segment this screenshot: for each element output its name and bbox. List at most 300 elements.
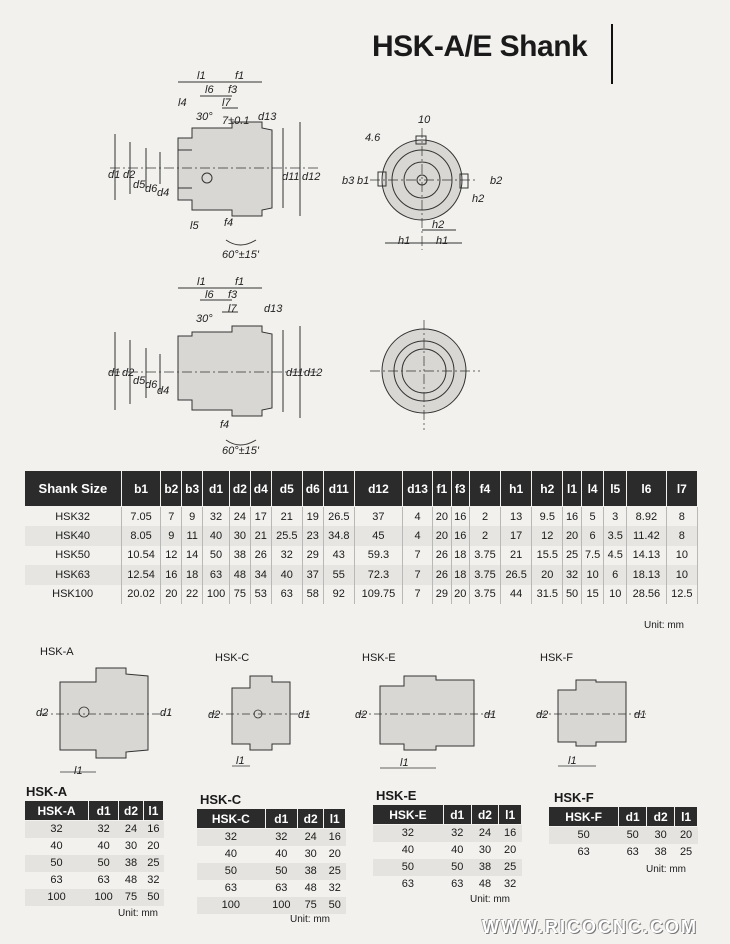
hsk-c-body — [197, 829, 346, 914]
table-cell: 75 — [297, 897, 323, 914]
table-cell: 25.5 — [271, 526, 302, 546]
table-cell: 63 — [451, 878, 464, 890]
table-cell: 20 — [563, 526, 581, 546]
table-cell: 75 — [230, 585, 251, 605]
dim-b3: b3 — [342, 175, 355, 187]
table-cell: 16 — [143, 821, 163, 838]
table-cell: 30 — [124, 840, 138, 852]
dim-d1: d1 — [108, 169, 121, 181]
table-row — [373, 842, 522, 859]
hsk-f-header-size: HSK-F — [549, 807, 619, 827]
dim-d6-b: d6 — [145, 379, 158, 391]
dim-l7: l7 — [222, 97, 231, 109]
table-cell: 16 — [451, 507, 469, 527]
table-cell: 48 — [304, 882, 317, 894]
table-cell: 32 — [271, 546, 302, 566]
table-cell: 5 — [581, 507, 604, 527]
hsk-c-header-size: HSK-C — [197, 809, 266, 829]
table-cell: 30 — [647, 827, 675, 844]
dim-f4-b: f4 — [220, 419, 230, 431]
table-cell: 4 — [403, 507, 433, 527]
subtable-title-hsk-e: HSK-E — [376, 788, 417, 803]
table-cell: 8 — [666, 526, 697, 546]
dim-d12: d12 — [302, 171, 321, 183]
table-cell: 12.54 — [121, 565, 161, 585]
table-cell: 48 — [230, 565, 251, 585]
dim-h2-bottom: h2 — [432, 219, 445, 231]
table-cell: 50 — [203, 546, 230, 566]
table-cell: HSK40 — [25, 526, 122, 546]
header-b2: b2 — [161, 471, 182, 507]
table-cell: 40 — [401, 844, 415, 856]
table-cell: 40 — [271, 565, 302, 585]
type-e-d1: d1 — [484, 709, 497, 721]
table-cell: 20 — [532, 565, 563, 585]
table-cell: 25 — [499, 859, 522, 876]
table-cell: 26.5 — [501, 565, 532, 585]
table-cell: 50 — [443, 859, 471, 876]
table-cell: 50 — [549, 827, 619, 844]
table-cell: 20 — [451, 585, 469, 605]
subtable-title-hsk-f: HSK-F — [554, 790, 594, 805]
table-cell: 7 — [403, 585, 433, 605]
dim-l7-b: l7 — [228, 303, 237, 315]
dim-l1: l1 — [197, 70, 206, 82]
table-cell: 100 — [197, 897, 266, 914]
table-row — [25, 526, 698, 546]
table-cell: 48 — [124, 874, 138, 886]
type-e-l1: l1 — [400, 757, 409, 769]
table-cell: 40 — [224, 848, 237, 860]
table-row — [373, 859, 522, 876]
table-cell: 2 — [469, 526, 500, 546]
table-cell: 50 — [25, 855, 89, 872]
subtable-hsk-f — [548, 806, 698, 861]
table-cell: 16 — [499, 825, 522, 842]
table-cell: 38 — [297, 863, 323, 880]
dim-d5-b: d5 — [133, 375, 146, 387]
table-cell: 100 — [203, 585, 230, 605]
table-cell: 32 — [197, 829, 266, 846]
hsk-e-body — [373, 825, 522, 893]
table-row — [25, 546, 698, 566]
table-cell: 24 — [297, 829, 323, 846]
table-cell: 4 — [403, 526, 433, 546]
table-cell: 6 — [604, 565, 627, 585]
table-cell: 31.5 — [532, 585, 563, 605]
header-l1: l1 — [563, 471, 581, 507]
table-cell: 50 — [324, 897, 346, 914]
dim-60: 60°±15' — [222, 249, 260, 261]
table-row — [25, 838, 164, 855]
table-cell: 32 — [25, 821, 89, 838]
hsk-e-header-l1: l1 — [499, 805, 522, 825]
header-h2: h2 — [532, 471, 563, 507]
table-cell: 44 — [501, 585, 532, 605]
table-cell: 38 — [230, 546, 251, 566]
table-cell: 58 — [302, 585, 323, 605]
table-cell: 38 — [471, 859, 499, 876]
table-cell: 14 — [182, 546, 203, 566]
table-cell: 21 — [271, 507, 302, 527]
dim-7: 7±0.1 — [222, 115, 250, 127]
table-cell: 43 — [323, 546, 354, 566]
table-row — [197, 829, 346, 846]
watermark: WWW.RICOCNC.COM — [482, 917, 698, 937]
table-row — [373, 876, 522, 893]
table-cell: 40 — [97, 840, 110, 852]
table-cell: 13 — [501, 507, 532, 527]
table-cell: 32 — [89, 821, 119, 838]
table-cell: 12 — [532, 526, 563, 546]
header-b3: b3 — [182, 471, 203, 507]
hsk-f-body — [549, 827, 698, 861]
dim-b1: b1 — [357, 175, 370, 187]
hsk-f-header-l1: l1 — [675, 807, 698, 827]
table-cell: 18 — [451, 565, 469, 585]
table-row — [549, 827, 698, 844]
table-cell: 3.5 — [604, 526, 627, 546]
hsk-f-header-d2: d2 — [647, 807, 675, 827]
table-cell: 20 — [147, 840, 160, 852]
table-row — [25, 855, 164, 872]
dim-f1-b: f1 — [235, 276, 245, 288]
header-b1: b1 — [121, 471, 161, 507]
technical-drawing-top — [0, 0, 730, 460]
table-cell: 9.5 — [532, 507, 563, 527]
type-a-d1: d1 — [160, 707, 173, 719]
table-cell: 63 — [97, 874, 110, 886]
table-cell: 38 — [654, 846, 667, 858]
table-cell: 72.3 — [354, 565, 402, 585]
header-l5: l5 — [604, 471, 627, 507]
table-cell: 26.5 — [323, 507, 354, 527]
table-row — [197, 863, 346, 880]
table-cell: 10 — [666, 565, 697, 585]
table-cell: 16 — [563, 507, 581, 527]
table-cell: 25 — [324, 863, 346, 880]
table-cell: 9 — [182, 507, 203, 527]
dim-b2: b2 — [490, 175, 503, 187]
subtable-hsk-c — [196, 808, 346, 914]
dim-d4: d4 — [157, 187, 170, 199]
dim-60-b: 60°±15' — [222, 445, 260, 457]
table-cell: 32 — [328, 882, 341, 894]
table-cell: 32 — [203, 507, 230, 527]
table-cell: 7 — [403, 546, 433, 566]
header-d12: d12 — [354, 471, 402, 507]
table-row — [25, 507, 698, 527]
table-cell: 55 — [323, 565, 354, 585]
dim-h1-left: h1 — [398, 235, 411, 247]
table-cell: 63 — [401, 878, 415, 890]
header-l7: l7 — [666, 471, 697, 507]
type-a-l1: l1 — [74, 765, 83, 777]
table-row — [197, 846, 346, 863]
table-cell: 40 — [451, 844, 464, 856]
table-cell: 10 — [581, 565, 604, 585]
header-f4: f4 — [469, 471, 500, 507]
type-f-d2: d2 — [536, 709, 549, 721]
table-cell: 7 — [403, 565, 433, 585]
table-row — [197, 880, 346, 897]
hsk-a-header-l1: l1 — [143, 801, 163, 821]
table-cell: 11.42 — [627, 526, 667, 546]
table-cell: 50 — [197, 863, 266, 880]
table-cell: 100 — [25, 889, 89, 906]
hsk-e-header-d1: d1 — [443, 805, 471, 825]
table-cell: 17 — [501, 526, 532, 546]
table-cell: 75 — [119, 889, 144, 906]
dim-l5: l5 — [190, 220, 199, 232]
dim-angle-b: 30° — [196, 313, 213, 325]
dim-d13-b: d13 — [264, 303, 283, 315]
subtable-title-hsk-c: HSK-C — [200, 792, 242, 807]
table-cell: HSK50 — [25, 546, 122, 566]
table-cell: 10 — [604, 585, 627, 605]
table-cell: 20 — [433, 507, 451, 527]
type-c-l1: l1 — [236, 755, 245, 767]
hsk-a-header-size: HSK-A — [25, 801, 89, 821]
header-d5: d5 — [271, 471, 302, 507]
table-cell: 109.75 — [354, 585, 402, 605]
type-f-d1: d1 — [634, 709, 647, 721]
main-table-unit: Unit: mm — [644, 620, 684, 631]
table-cell: 20 — [504, 844, 517, 856]
table-cell: 24 — [471, 825, 499, 842]
header-shank-size: Shank Size — [25, 471, 122, 507]
table-cell: 50 — [373, 859, 444, 876]
dim-l6: l6 — [205, 84, 214, 96]
type-label-hsk-a: HSK-A — [40, 646, 74, 658]
table-cell: 29 — [302, 546, 323, 566]
dim-d11: d11 — [282, 171, 300, 183]
table-cell: 19 — [302, 507, 323, 527]
table-cell: 40 — [275, 848, 288, 860]
hsk-c-header-d2: d2 — [297, 809, 323, 829]
table-cell: 25 — [563, 546, 581, 566]
table-cell: 40 — [50, 840, 63, 852]
subtable-title-hsk-a: HSK-A — [26, 784, 68, 799]
dim-l6-b: l6 — [205, 289, 214, 301]
table-cell: 63 — [50, 874, 63, 886]
header-d1: d1 — [203, 471, 230, 507]
table-cell: 2 — [469, 507, 500, 527]
table-cell: 20 — [328, 848, 341, 860]
type-e-d2: d2 — [355, 709, 368, 721]
dim-d11-b: d11 — [286, 367, 304, 379]
hsk-c-header-l1: l1 — [324, 809, 346, 829]
hsk-e-header-d2: d2 — [471, 805, 499, 825]
hsk-e-unit: Unit: mm — [470, 894, 510, 905]
hsk-f-header-d1: d1 — [619, 807, 647, 827]
dim-d2: d2 — [123, 169, 136, 181]
table-cell: 26 — [433, 546, 451, 566]
table-cell: 32 — [265, 829, 297, 846]
dim-f1: f1 — [235, 70, 245, 82]
hsk-a-unit: Unit: mm — [118, 908, 158, 919]
table-cell: 14.13 — [627, 546, 667, 566]
table-cell: 63 — [626, 846, 639, 858]
table-cell: 9 — [161, 526, 182, 546]
table-cell: 18.13 — [627, 565, 667, 585]
header-d11: d11 — [323, 471, 354, 507]
table-row — [25, 821, 164, 838]
dim-d5: d5 — [133, 179, 146, 191]
table-cell: 12 — [161, 546, 182, 566]
header-d2: d2 — [230, 471, 251, 507]
table-cell: 25 — [143, 855, 163, 872]
table-cell: 3.75 — [469, 565, 500, 585]
table-row — [25, 565, 698, 585]
hsk-f-unit: Unit: mm — [646, 864, 686, 875]
table-row — [549, 844, 698, 861]
table-cell: 8.05 — [121, 526, 161, 546]
dim-f4: f4 — [224, 217, 234, 229]
table-row — [373, 825, 522, 842]
table-cell: 50 — [143, 889, 163, 906]
table-cell: 30 — [230, 526, 251, 546]
table-cell: 50 — [89, 855, 119, 872]
hsk-a-body — [25, 821, 164, 906]
table-cell: 18 — [451, 546, 469, 566]
table-cell: 22 — [182, 585, 203, 605]
table-cell: 21 — [250, 526, 271, 546]
type-f-l1: l1 — [568, 755, 577, 767]
table-cell: 53 — [250, 585, 271, 605]
table-cell: 48 — [478, 878, 492, 890]
table-cell: 28.56 — [627, 585, 667, 605]
header-d4: d4 — [250, 471, 271, 507]
table-cell: 32 — [147, 874, 160, 886]
table-cell: 50 — [563, 585, 581, 605]
table-cell: 50 — [619, 827, 647, 844]
table-cell: 32 — [563, 565, 581, 585]
table-cell: 3.75 — [469, 546, 500, 566]
table-cell: 10 — [666, 546, 697, 566]
table-cell: HSK63 — [25, 565, 122, 585]
table-cell: 45 — [354, 526, 402, 546]
table-cell: 18 — [182, 565, 203, 585]
dim-angle: 30° — [196, 111, 213, 123]
table-cell: 32 — [504, 878, 517, 890]
table-cell: 26 — [433, 565, 451, 585]
table-cell: 23 — [302, 526, 323, 546]
table-cell: 16 — [451, 526, 469, 546]
table-cell: 40 — [203, 526, 230, 546]
table-cell: 20.02 — [121, 585, 161, 605]
table-cell: 7.05 — [121, 507, 161, 527]
hsk-a-header-d2: d2 — [119, 801, 144, 821]
dim-l1-b: l1 — [197, 276, 206, 288]
table-cell: 37 — [354, 507, 402, 527]
dim-d12-b: d12 — [304, 367, 323, 379]
table-cell: 38 — [119, 855, 144, 872]
type-a-d2: d2 — [36, 707, 49, 719]
table-cell: 11 — [182, 526, 203, 546]
dim-d1-b: d1 — [108, 367, 121, 379]
table-cell: HSK100 — [25, 585, 122, 605]
table-cell: 20 — [433, 526, 451, 546]
table-cell: 34 — [250, 565, 271, 585]
table-row — [25, 889, 164, 906]
header-l6: l6 — [627, 471, 667, 507]
header-f3: f3 — [451, 471, 469, 507]
dim-d6: d6 — [145, 183, 158, 195]
table-cell: 16 — [324, 829, 346, 846]
table-cell: 4.5 — [604, 546, 627, 566]
table-cell: 17 — [250, 507, 271, 527]
header-d6: d6 — [302, 471, 323, 507]
dim-4-6: 4.6 — [365, 132, 381, 144]
table-cell: 29 — [433, 585, 451, 605]
table-cell: 37 — [302, 565, 323, 585]
main-dimension-table — [24, 470, 698, 604]
table-cell: 20 — [161, 585, 182, 605]
table-cell: 30 — [304, 848, 317, 860]
table-cell: 25 — [679, 846, 693, 858]
table-row — [25, 585, 698, 605]
dim-f3: f3 — [228, 84, 238, 96]
hsk-c-header-d1: d1 — [265, 809, 297, 829]
hsk-c-unit: Unit: mm — [290, 914, 330, 925]
table-cell: 100 — [265, 897, 297, 914]
subtable-hsk-a — [24, 800, 164, 906]
table-row — [25, 872, 164, 889]
table-cell: 32 — [443, 825, 471, 842]
table-cell: 24 — [230, 507, 251, 527]
table-cell: 26 — [250, 546, 271, 566]
table-cell: 63 — [275, 882, 288, 894]
dim-h1-right: h1 — [436, 235, 449, 247]
header-f1: f1 — [433, 471, 451, 507]
table-cell: 63 — [203, 565, 230, 585]
header-d13: d13 — [403, 471, 433, 507]
table-cell: 7 — [161, 507, 182, 527]
table-cell: 63 — [271, 585, 302, 605]
table-cell: 21 — [501, 546, 532, 566]
table-cell: HSK32 — [25, 507, 122, 527]
table-cell: 3 — [604, 507, 627, 527]
main-table-header — [25, 471, 698, 507]
table-cell: 10.54 — [121, 546, 161, 566]
type-c-d1: d1 — [298, 709, 311, 721]
hsk-a-header-d1: d1 — [89, 801, 119, 821]
table-cell: 12.5 — [666, 585, 697, 605]
table-cell: 15.5 — [532, 546, 563, 566]
table-cell: 32 — [373, 825, 444, 842]
table-cell: 63 — [577, 846, 590, 858]
table-cell: 20 — [675, 827, 698, 844]
table-cell: 16 — [161, 565, 182, 585]
type-label-hsk-c: HSK-C — [215, 652, 250, 664]
table-cell: 3.75 — [469, 585, 500, 605]
table-cell: 15 — [581, 585, 604, 605]
header-l4: l4 — [581, 471, 604, 507]
header-h1: h1 — [501, 471, 532, 507]
table-cell: 63 — [224, 882, 237, 894]
dim-l4: l4 — [178, 97, 187, 109]
table-cell: 24 — [119, 821, 144, 838]
table-cell: 7.5 — [581, 546, 604, 566]
type-label-hsk-e: HSK-E — [362, 652, 396, 664]
table-cell: 8.92 — [627, 507, 667, 527]
dim-h2-right: h2 — [472, 193, 485, 205]
table-cell: 30 — [478, 844, 492, 856]
dim-d2-b: d2 — [122, 367, 135, 379]
dim-f3-b: f3 — [228, 289, 238, 301]
table-cell: 100 — [89, 889, 119, 906]
